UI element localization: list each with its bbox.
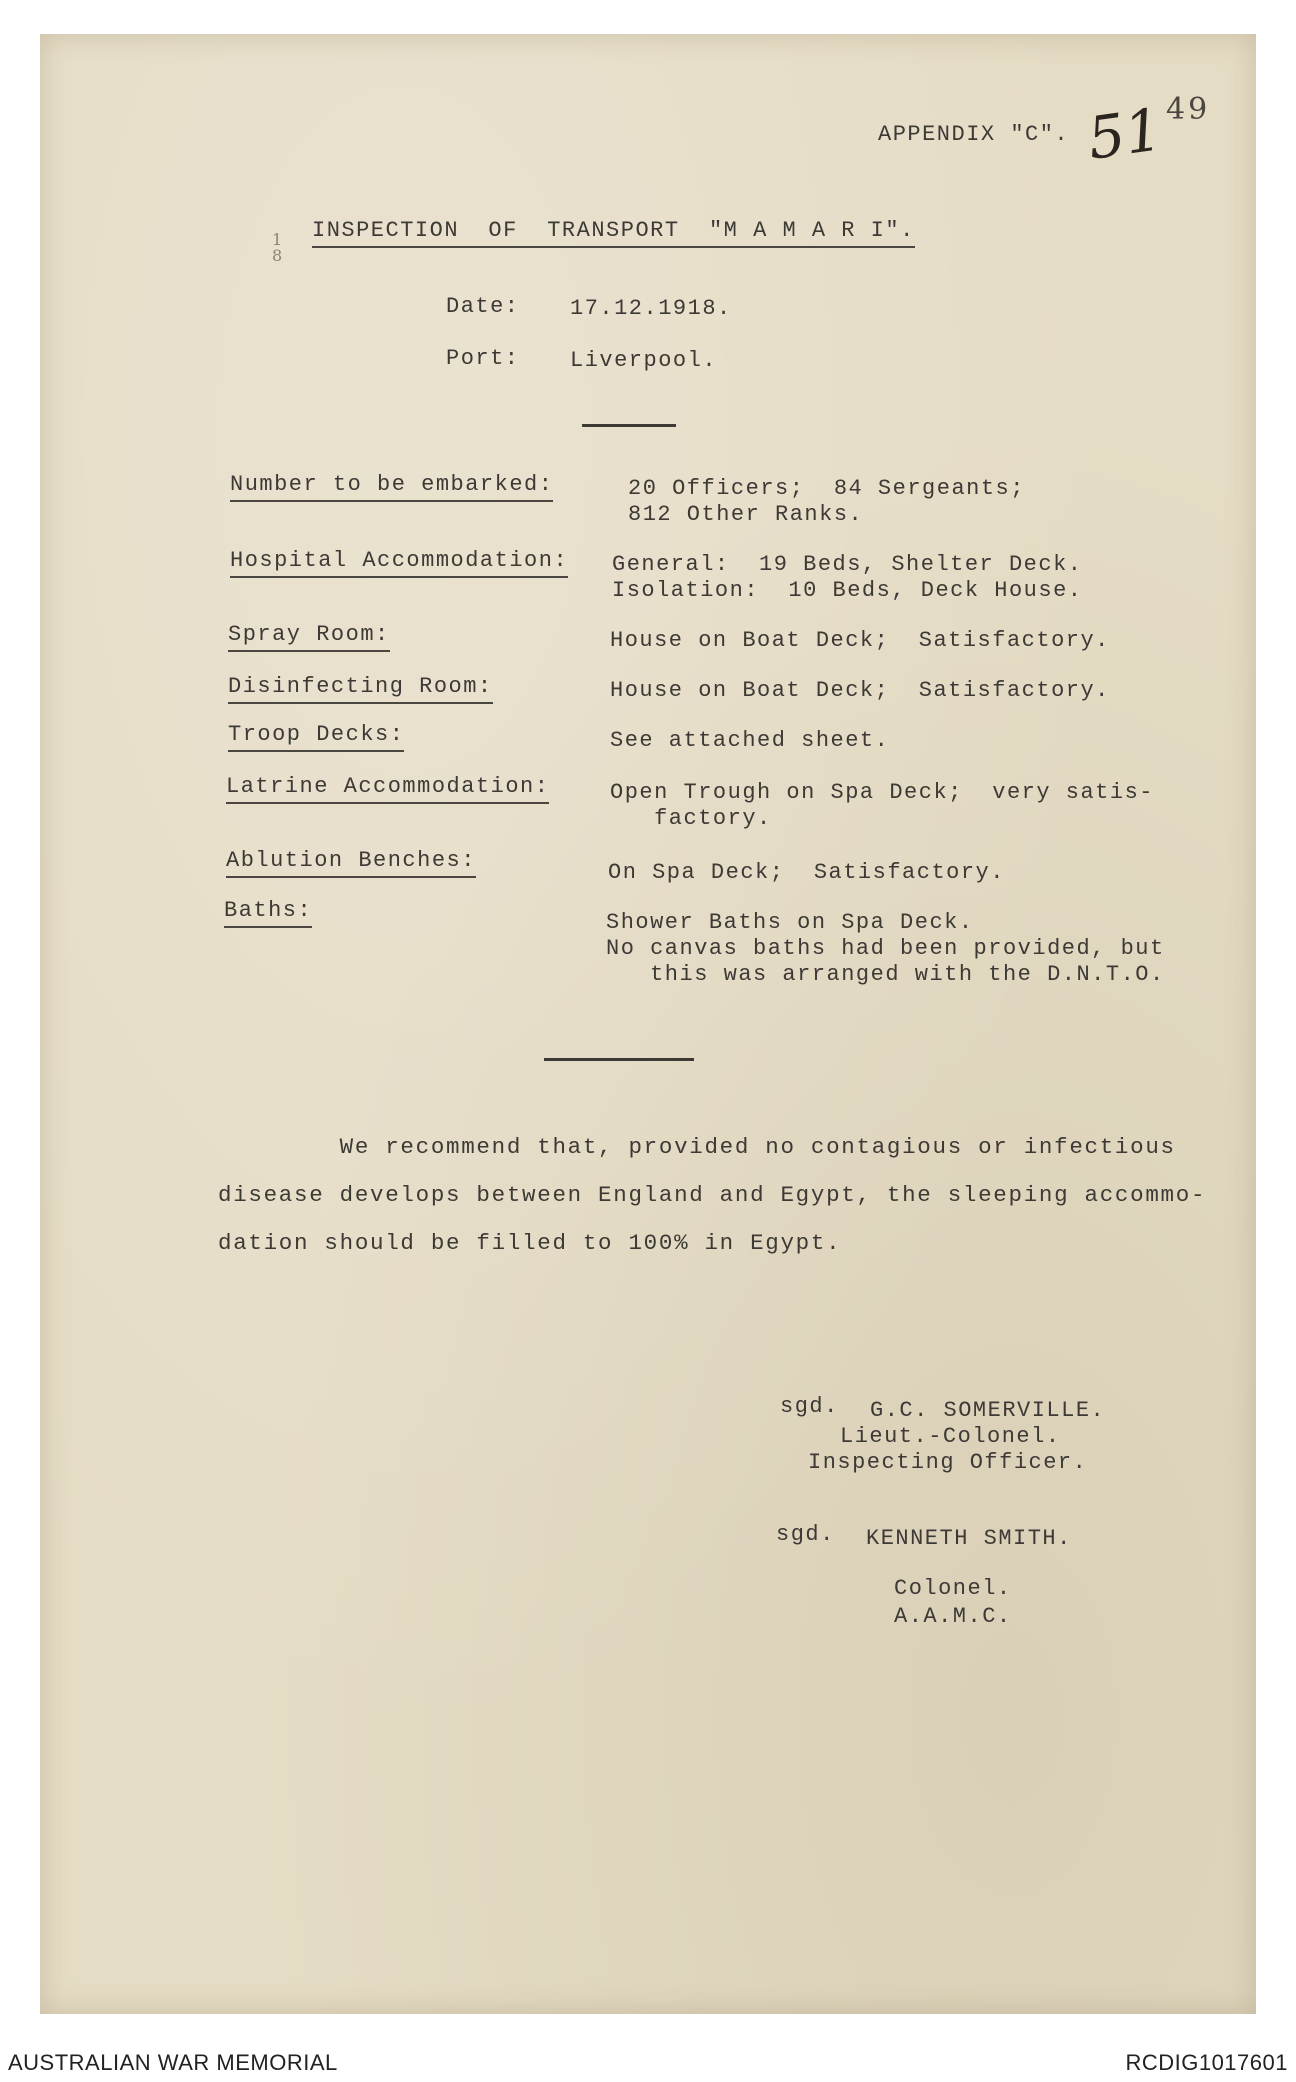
item-label-ablution: Ablution Benches: xyxy=(226,848,476,878)
item-value-latrine-1: Open Trough on Spa Deck; very satis- xyxy=(610,780,1154,805)
item-value-hospital-1: General: 19 Beds, Shelter Deck. xyxy=(612,552,1083,577)
section-divider-2 xyxy=(544,1058,694,1061)
margin-marks: 18 xyxy=(272,230,283,265)
document-page xyxy=(40,34,1256,2014)
signature-1-rank: Lieut.-Colonel. xyxy=(840,1424,1061,1449)
date-value: 17.12.1918. xyxy=(570,296,732,321)
document-title: INSPECTION OF TRANSPORT "M A M A R I". xyxy=(312,218,915,248)
port-value: Liverpool. xyxy=(570,348,718,373)
item-label-embarked: Number to be embarked: xyxy=(230,472,553,502)
recommendation-line-2: disease develops between England and Egypt, the sleeping accommo- xyxy=(218,1182,1207,1208)
signature-2-unit: A.A.M.C. xyxy=(894,1604,1012,1629)
item-value-baths-2: No canvas baths had been provided, but xyxy=(606,936,1165,961)
handwritten-page-number: 51 xyxy=(1083,95,1167,173)
item-value-ablution: On Spa Deck; Satisfactory. xyxy=(608,860,1005,885)
footer-collection: AUSTRALIAN WAR MEMORIAL xyxy=(8,2050,338,2075)
item-label-hospital: Hospital Accommodation: xyxy=(230,548,568,578)
item-value-spray-room: House on Boat Deck; Satisfactory. xyxy=(610,628,1110,653)
item-label-baths: Baths: xyxy=(224,898,312,928)
signature-2-sgd: sgd. xyxy=(776,1522,835,1547)
signature-1-name: G.C. SOMERVILLE. xyxy=(870,1398,1106,1423)
item-label-disinfecting: Disinfecting Room: xyxy=(228,674,493,704)
item-value-embarked-2: 812 Other Ranks. xyxy=(628,502,864,527)
date-label: Date: xyxy=(446,294,520,319)
item-value-embarked-1: 20 Officers; 84 Sergeants; xyxy=(628,476,1025,501)
footer-record-id: RCDIG1017601 xyxy=(1125,2050,1288,2075)
item-value-hospital-2: Isolation: 10 Beds, Deck House. xyxy=(612,578,1083,603)
signature-1-role: Inspecting Officer. xyxy=(808,1450,1088,1475)
item-value-troop-decks: See attached sheet. xyxy=(610,728,890,753)
signature-1-sgd: sgd. xyxy=(780,1394,839,1419)
folio-number: 49 xyxy=(1166,92,1211,127)
recommendation-line-1: We recommend that, provided no contagious or infectious xyxy=(218,1134,1176,1160)
signature-2-name: KENNETH SMITH. xyxy=(866,1526,1072,1551)
item-label-troop-decks: Troop Decks: xyxy=(228,722,404,752)
item-label-spray-room: Spray Room: xyxy=(228,622,390,652)
port-label: Port: xyxy=(446,346,520,371)
item-label-latrine: Latrine Accommodation: xyxy=(226,774,549,804)
item-value-latrine-2: factory. xyxy=(610,806,772,831)
section-divider xyxy=(582,424,676,427)
recommendation-line-3: dation should be filled to 100% in Egypt. xyxy=(218,1230,842,1256)
appendix-heading: APPENDIX "C". xyxy=(878,122,1070,147)
item-value-baths-3: this was arranged with the D.N.T.O. xyxy=(606,962,1165,987)
item-value-baths-1: Shower Baths on Spa Deck. xyxy=(606,910,974,935)
item-value-disinfecting: House on Boat Deck; Satisfactory. xyxy=(610,678,1110,703)
signature-2-rank: Colonel. xyxy=(894,1576,1012,1601)
